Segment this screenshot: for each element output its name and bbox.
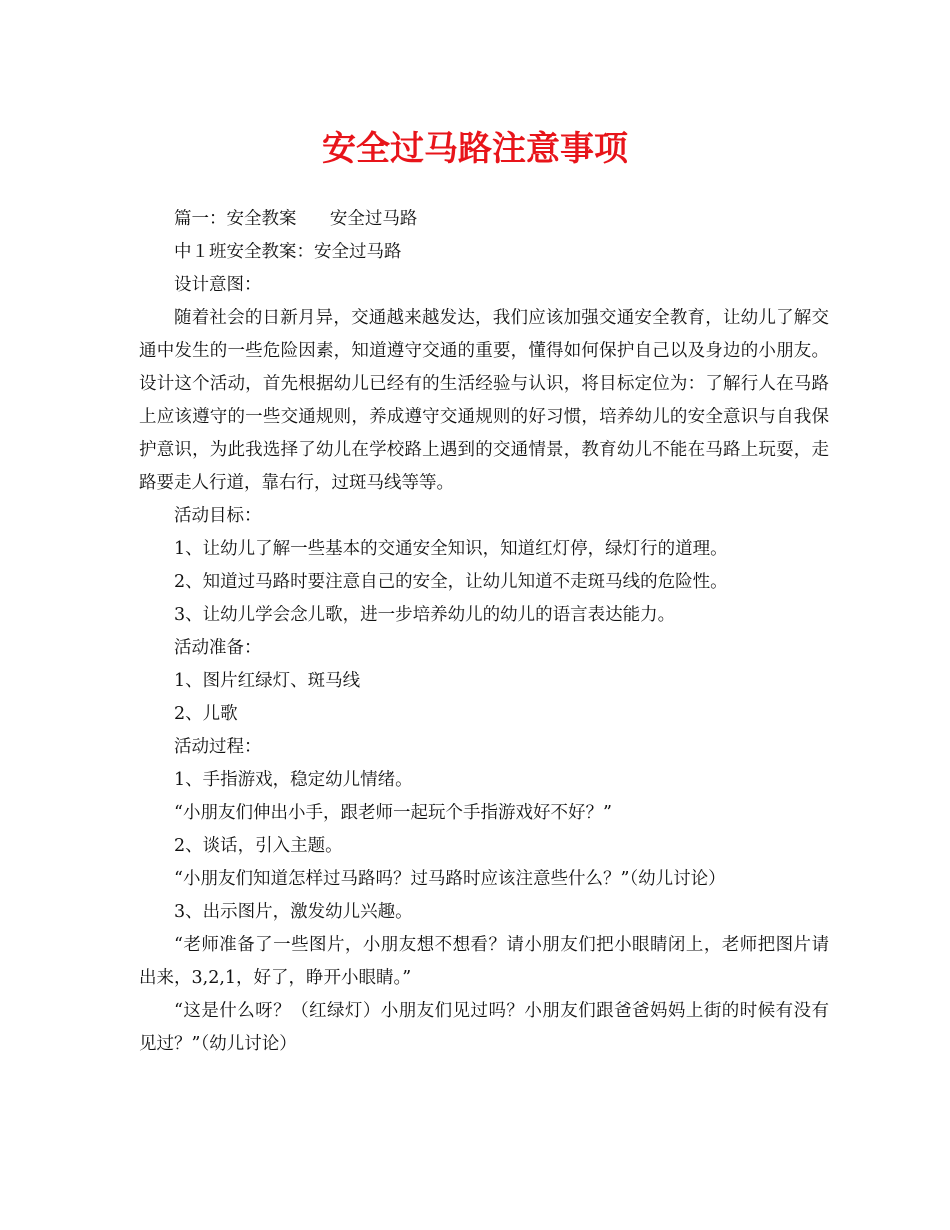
paragraph-step-2: 2、谈话，引入主题。 bbox=[174, 836, 343, 856]
paragraph-step-1: 1、手指游戏，稳定幼儿情绪。 bbox=[174, 770, 413, 790]
paragraph-preparation-1: 1、图片红绿灯、斑马线 bbox=[174, 671, 361, 691]
paragraph-goal-1: 1、让幼儿了解一些基本的交通安全知识，知道红灯停，绿灯行的道理。 bbox=[174, 539, 728, 559]
paragraph-design-intent: 随着社会的日新月异，交通越来越发达，我们应该加强交通安全教育，让幼儿了解交通中发生的一些危险因素，知道遵守交通的重要，懂得如何保护自己以及身边的小朋友。设计这个活动，首先根据幼儿已经有的生活经验与认识，将目标定位为：了解行人在马路上应该遵守的一些交通规则，养成遵守交通规则的好习惯，培养幼儿的安全意识与自我保护意识，为此我选择了幼儿在学校路上遇到的交通情景，教育幼儿不能在马路上玩耍，走路要走人行道，靠右行，过斑马线等等。 bbox=[139, 308, 829, 493]
paragraph-step-3-quote-1: “老师准备了一些图片，小朋友想不想看？请小朋友们把小眼睛闭上，老师把图片请出来，3,2,1，好了，睁开小眼睛。” bbox=[139, 935, 829, 988]
paragraph-section-heading: 篇一：安全教案 安全过马路 bbox=[174, 209, 418, 229]
paragraph-design-intent-label: 设计意图： bbox=[174, 275, 262, 295]
paragraph-step-3-quote-2: “这是什么呀？（红绿灯）小朋友们见过吗？小朋友们跟爸爸妈妈上街的时候有没有见过？”（幼儿讨论） bbox=[139, 1001, 829, 1054]
paragraph-preparation-label: 活动准备： bbox=[174, 638, 262, 658]
paragraph-goals-label: 活动目标： bbox=[174, 506, 262, 526]
document-body bbox=[139, 203, 829, 1061]
paragraph-step-1-quote: “小朋友们伸出小手，跟老师一起玩个手指游戏好不好？” bbox=[174, 803, 612, 823]
paragraph-preparation-2: 2、儿歌 bbox=[174, 704, 238, 724]
paragraph-goal-2: 2、知道过马路时要注意自己的安全，让幼儿知道不走斑马线的危险性。 bbox=[174, 572, 728, 592]
paragraph-goal-3: 3、让幼儿学会念儿歌，进一步培养幼儿的幼儿的语言表达能力。 bbox=[174, 605, 676, 625]
paragraph-lesson-title: 中１班安全教案：安全过马路 bbox=[174, 242, 402, 262]
paragraph-step-2-quote: “小朋友们知道怎样过马路吗？过马路时应该注意些什么？”（幼儿讨论） bbox=[174, 869, 726, 889]
paragraph-process-label: 活动过程： bbox=[174, 737, 262, 757]
paragraph-step-3: 3、出示图片，激发幼儿兴趣。 bbox=[174, 902, 413, 922]
document-title: 安全过马路注意事项 bbox=[322, 129, 628, 169]
